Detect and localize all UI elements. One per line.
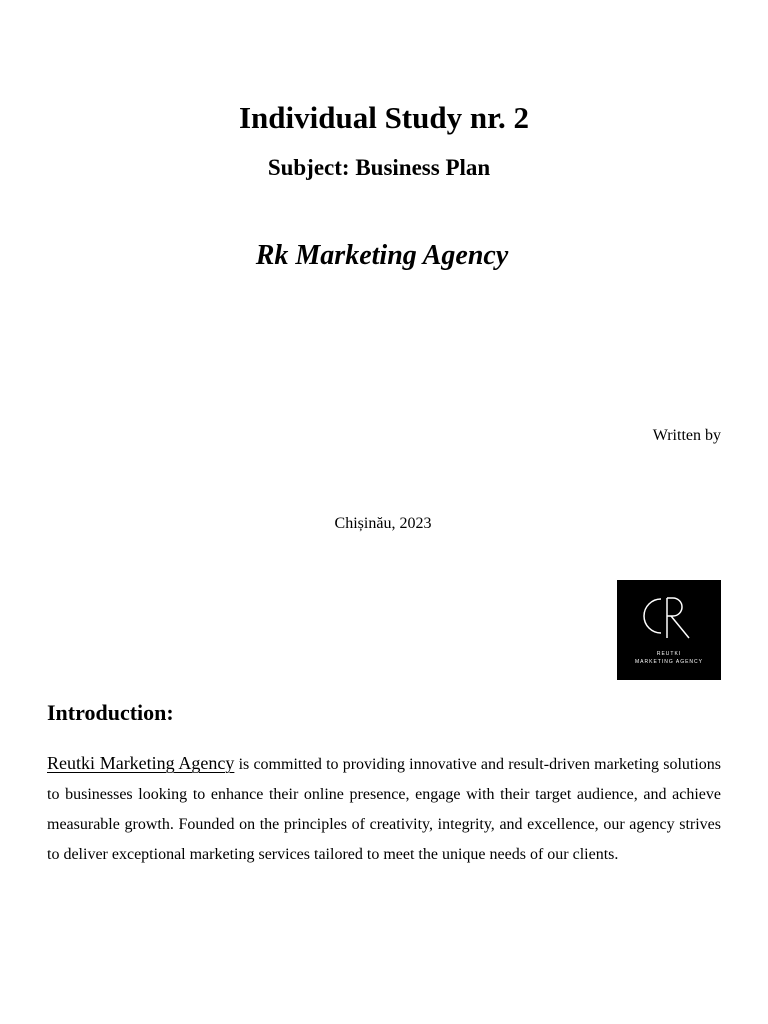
- agency-name-link[interactable]: Reutki Marketing Agency: [47, 753, 235, 773]
- logo-monogram-icon: [617, 580, 721, 680]
- logo-line-2: MARKETING AGENCY: [635, 659, 703, 665]
- agency-logo: [617, 580, 721, 680]
- introduction-text: is committed to providing innovative and result-driven marketing solutions to businesses looking to enhance their online presence, engage with their target audience, and achieve measurable growth. Founded on the principles of creativity, integrity, and excellence, our agency strives to deliver exceptional marketing services tailored to meet the unique needs of our clients.: [47, 756, 722, 863]
- logo-line-1: REUTKI: [656, 651, 682, 657]
- document-title: Individual Study nr. 2: [238, 100, 530, 135]
- written-by-label: Written by: [652, 427, 721, 444]
- introduction-heading: Introduction:: [47, 700, 174, 725]
- document-subject: Subject: Business Plan: [267, 155, 491, 180]
- agency-name: Rk Marketing Agency: [255, 240, 509, 271]
- place-and-date: Chișinău, 2023: [334, 515, 432, 532]
- introduction-paragraph: [47, 748, 721, 870]
